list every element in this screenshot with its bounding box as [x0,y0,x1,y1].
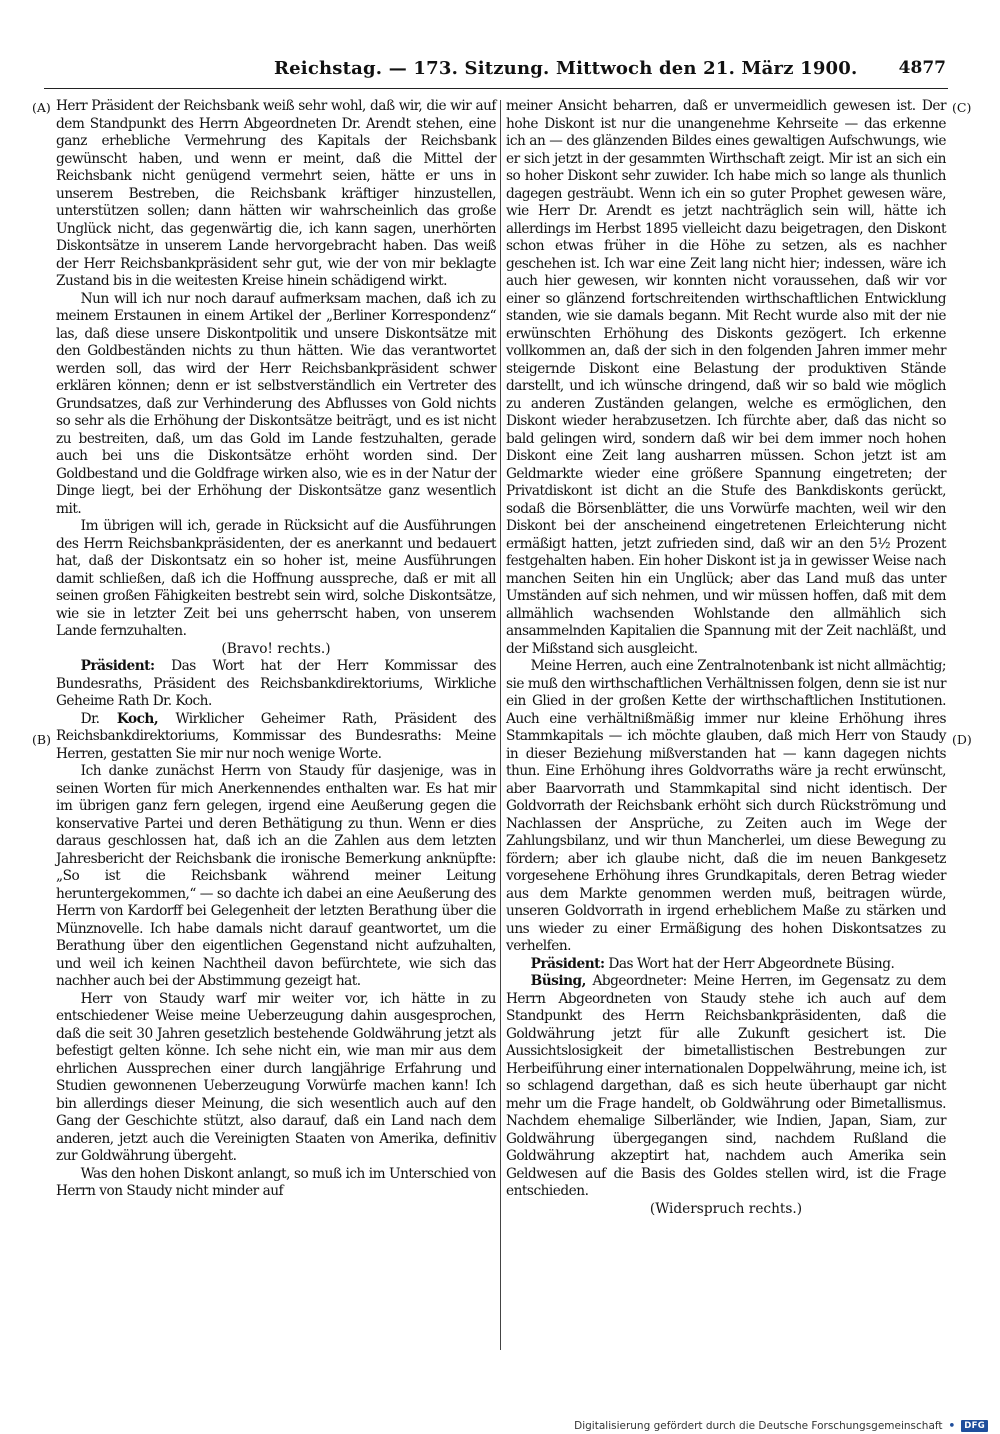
speaker-name: Präsident: [530,955,605,972]
dfg-logo-icon: DFG [961,1420,988,1432]
speaker-name: Büsing, [530,973,586,989]
speaker-title: Dr. [80,710,117,727]
left-column [56,98,496,1201]
paragraph: Was den hohen Diskont anlangt, so muß ich im Unterschied von Herrn von Staudy nicht minder auf [56,1165,496,1199]
funding-credit: Digitalisierung gefördert durch die Deutsche Forschungsgemeinschaft [574,1420,943,1432]
margin-marker-c: (C) [952,100,972,115]
paragraph: Herr Präsident der Reichsbank weiß sehr wohl, daß wir, die wir auf dem Standpunkt des Herrn Abgeordneten Dr. Arendt stehen, eine ganz erhebliche Vermehrung des Kapitals der Reichsbank gewünscht haben, und wenn er meint, daß die Mittel der Reichsbank nicht genügend vermehrt seien, hätte er uns in unserem Bestreben, die Reichsbank kräftiger hinzustellen, unterstützen sollen; dann hätten wir wahrscheinlich das große Unglück nicht, das gegenwärtig die, ich kann sagen, unerhörten Diskontsätze in unserem Lande hervorgebracht haben. Das weiß der Herr Reichsbankpräsident sehr gut, wie der von mir beklagte Zustand bis in die weitesten Kreise hinein schädigend wirkt. [56,98,496,289]
digitization-footer [574,1420,988,1432]
interjection: (Bravo! rechts.) [221,640,331,657]
column-divider [500,100,501,1350]
speech-text: Wirklicher Geheimer Rath, Präsident des Reichsbankdirektoriums, Kommissar des Bundesraths: Meine Herren, gestatten Sie mir nur noch wenige Worte. [56,710,497,762]
paragraph: Nun will ich nur noch darauf aufmerksam machen, daß ich zu meinem Erstaunen in einem Artikel der „Berliner Korrespondenz“ las, daß diese unsere Diskontpolitik und unsere Diskontsätze mit den Goldbeständen nichts zu thun hätten. Wie das verantwortet werden soll, das wird der Herr Reichsbankpräsident schwer erklären können; denn er ist selbstverständlich ein Vertreter des Grundsatzes, daß zur Verhinderung des Abflusses von Gold nichts so sehr als die Erhöhung der Diskontsätze beiträgt, und es ist nicht zu bestreiten, daß, um das Gold im Lande festzuhalten, gerade auch bei uns die Diskontsätze erhöht worden sind. Der Goldbestand und die Goldfrage wirken also, wie es in der Natur der Dinge liegt, bei der Erhöhung der Diskontsätze ganz wesentlich mit. [56,290,496,517]
paragraph: meiner Ansicht beharren, daß er unvermeidlich gewesen ist. Der hohe Diskont ist nur die unangenehme Kehrseite — das erkenne ich an — des glänzenden Bildes eines gewaltigen Aufschwungs, wie er sich jetzt in der gesammten Wirthschaft zeigt. Mir ist an sich ein so hoher Diskont sehr zuwider. Ich habe mich so lange als thunlich dagegen gesträubt. Wenn ich ein so guter Prophet gewesen wäre, wie Herr Dr. Arendt es jetzt nachträglich sein will, hätte ich allerdings im Herbst 1895 vielleicht dazu beigetragen, den Diskont schon etwas früher in die Höhe zu setzen, als es nachher geschehen ist. Ich war eine Zeit lang nicht hier; indessen, wäre ich auch hier gewesen, wir konnten nicht voraussehen, daß wir vor einer so glänzend fortschreitenden wirthschaftlichen Entwicklung standen, wie sie damals begann. Mit Recht wurde also mit der nie erwünschten Erhöhung des Diskonts gezögert. Ich erkenne vollkommen an, daß der sich in den folgenden Jahren immer mehr steigernde Diskont eine Belastung der produktiven Stände darstellt, und ich wünsche dringend, daß wir so bald wie möglich zu anderen Zuständen gelangen, welche es ermöglichen, den Diskont wieder herabzusetzen. Ich fürchte aber, daß das nicht so bald gelingen wird, sondern daß wir bei dem immer noch hohen Diskont eine Zeit lang ausharren müssen. Schon jetzt ist am Geldmarkte wieder eine größere Spannung eingetreten; der Privatdiskont ist dicht an die Stufe des Bankdiskonts gerückt, sodaß die Börsenblätter, die uns Vorwürfe machten, weil wir den Diskont bei der anscheinend eingetretenen Erleichterung nicht ermäßigt hatten, jetzt zufrieden sind, daß wir an den 5½ Prozent festgehalten haben. Ein hoher Diskont ist ja in gewisser Weise nach manchen Seiten hin ein Unglück; aber das Land muß das unter Umständen auf sich nehmen, und wir müssen hoffen, daß mit dem allmählich wachsenden Wohlstande den allmählich sich ansammelnden Kapitalien die Spannung mit der Zeit nachläßt, und der Mißstand sich ausgleicht. [506,98,946,657]
paragraph: Meine Herren, auch eine Zentralnotenbank ist nicht allmächtig; sie muß den wirthschaftlichen Verhältnissen folgen, denn sie ist nur ein Glied in der großen Kette der wirthschaftlichen Institutionen. Auch eine verhältnißmäßig immer nur kleine Erhöhung ihres Stammkapitals — ich möchte glauben, daß mich Herr von Staudy in dieser Beziehung mißverstanden hat — kann dagegen nichts thun. Eine Erhöhung ihres Goldvorraths wäre ja recht erwünscht, aber Baarvorrath und Stammkapital sind nicht identisch. Der Goldvorrath der Reichsbank erhöht sich durch Rückströmung und Nachlassen der Ansprüche, zu Zeiten auch im Wege der Zahlungsbilanz, und wir thun Mancherlei, um diese Bewegung zu fördern; aber ich glaube nicht, daß die im neuen Bankgesetz vorgesehene Erhöhung ihres Grundkapitals, deren Betrag wieder aus dem Markte genommen werden muß, beitragen würde, unseren Goldvorrath in irgend erheblichem Maße zu stärken und uns wieder zu einer Ermäßigung des hohen Diskontsatzes zu verhelfen. [506,658,946,954]
paragraph: Herr von Staudy warf mir weiter vor, ich hätte in zu entschiedener Weise meine Ueberzeugung dahin ausgesprochen, daß die seit 30 Jahren gesetzlich bestehende Goldwährung jetzt als befestigt gelten könne. Ich sehe nicht ein, wie man mir aus dem ehrlichen Aussprechen einer durch langjährige Erfahrung und Studien gewonnenen Ueberzeugung Vorwürfe machen kann! Ich bin allerdings dieser Meinung, die sich wesentlich auch auf den Gang der Geschichte stützt, also darauf, daß ein Land nach dem anderen, jetzt auch die Vereinigten Staaten von Amerika, definitiv zur Goldwährung übergeht. [56,990,496,1164]
interjection: (Widerspruch rechts.) [649,1200,803,1217]
bullet-separator: • [948,1420,956,1432]
margin-marker-b: (B) [32,732,51,747]
speaker-paragraph [506,973,946,1201]
paragraph: Im übrigen will ich, gerade in Rücksicht auf die Ausführungen des Herrn Reichsbankpräsidenten, der es anerkannt und bedauert hat, daß der Diskontsatz ein so hoher ist, meine Ausführungen damit schließen, daß ich die Hoffnung ausspreche, daß er mit all seinen großen Fähigkeiten bestrebt sein wird, solche Diskontsätze, wie sie in letzter Zeit bei uns geherrscht haben, von unserem Lande fernzuhalten. [56,518,496,639]
speaker-paragraph [56,711,496,764]
paragraph: Ich danke zunächst Herrn von Staudy für dasjenige, was in seinen Worten für mich Anerkennendes enthalten war. Es hat mir im übrigen ganz fern gelegen, irgend eine Aeußerung gegen die konservative Partei und deren Bethätigung zu thun. Wenn er dies daraus geschlossen hat, daß ich an die Zahlen aus dem letzten Jahresbericht der Reichsbank die ironische Bemerkung anknüpfte: „So ist die Reichsbank während meiner Leitung heruntergekommen,“ — so dachte ich dabei an eine Aeußerung des Herrn von Kardorff bei Gelegenheit der letzten Berathung über die Münznovelle. Ich habe damals nicht darauf geantwortet, um die Berathung über den eigentlichen Gegenstand nicht aufzuhalten, und weil ich keinen Nachtheil davon befürchtete, wie sich das nachher auch bei der Abstimmung gezeigt hat. [56,763,496,989]
speech-text: Abgeordneter: Meine Herren, im Gegensatz zu dem Herrn Abgeordneten von Staudy stehe ich auch auf dem Standpunkt des Herrn Reichsbankpräsidenten, daß die Goldwährung jetzt für alle Zukunft gesichert ist. Die Aussichtslosigkeit der bimetallistischen Bestrebungen zur Herbeiführung einer internationalen Doppelwährung, meine ich, ist so schlagend dargethan, daß es sich heute überhaupt gar nicht mehr um die Frage handelt, ob Goldwährung oder Bimetallismus. Nachdem ehemalige Silberländer, wie Indien, Japan, Siam, zur Goldwährung übergegangen sind, nachdem Rußland die Goldwährung akzeptirt hat, nachdem auch Amerika sein Geldwesen auf die Basis des Goldes stellen wird, ist die Frage entschieden. [506,973,946,1199]
margin-marker-a: (A) [32,100,51,115]
page-number: 4877 [898,58,946,78]
right-column [506,98,946,1218]
running-title: Reichstag. — 173. Sitzung. Mittwoch den 21. März 1900. [274,58,858,79]
speaker-paragraph [56,658,496,711]
margin-marker-d: (D) [952,732,972,747]
speaker-name: Koch, [116,710,159,727]
speech-text: Das Wort hat der Herr Kommissar des Bundesraths, Präsident des Reichsbankdirektoriums, Wirkliche Geheime Rath Dr. Koch. [56,658,496,709]
page-header [44,54,948,89]
speech-text: Das Wort hat der Herr Abgeordnete Büsing. [604,955,895,972]
speaker-paragraph [506,956,946,974]
speaker-name: Präsident: [80,658,155,674]
